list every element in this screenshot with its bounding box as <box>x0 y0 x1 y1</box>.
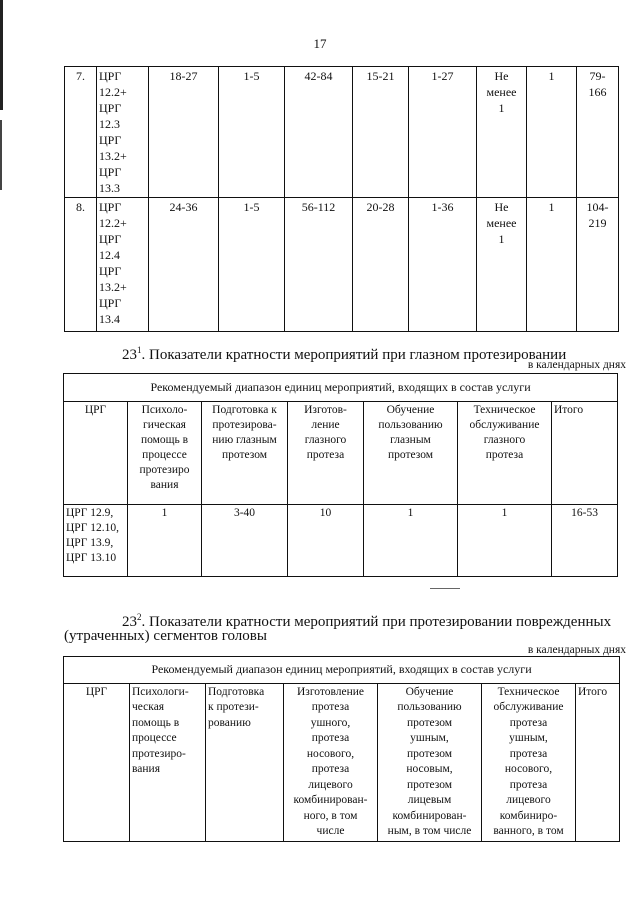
column-header: Обучение пользованию протезом ушным, протезом носовым, протезом лицевым комбинирован- ным, в том числе <box>378 683 482 841</box>
total-cell-line: 166 <box>588 85 607 99</box>
column-header: Психологи- ческая помощь в процессе протезиро- вания <box>130 683 206 841</box>
eye-prosthetics-table <box>63 373 618 577</box>
value-cell <box>477 67 527 198</box>
crg-cell-line: ЦРГ <box>99 200 122 214</box>
column-header: Обучение пользованию глазным протезом <box>364 402 458 505</box>
table-caption: Рекомендуемый диапазон единиц мероприятий, входящих в состав услуги <box>64 657 620 684</box>
crg-cell-line: ЦРГ <box>99 264 122 278</box>
crg-cell-line: 12.2+ <box>99 85 127 99</box>
continuation-table <box>64 66 619 332</box>
row-number-cell: 7. <box>65 67 97 198</box>
unit-label: в календарных днях <box>527 359 626 371</box>
value-cell-line: менее <box>486 85 517 99</box>
value-cell-line: Не <box>494 200 509 214</box>
unit-label: в календарных днях <box>527 644 626 656</box>
scan-line-artifact <box>430 588 460 589</box>
section-heading-line2: (утраченных) сегментов головы <box>64 628 267 644</box>
column-header: Психоло- гическая помощь в процессе протезиро вания <box>128 402 202 505</box>
value-cell: 1 <box>364 505 458 577</box>
value-cell: 3-40 <box>202 505 288 577</box>
column-header: Итого <box>552 402 618 505</box>
crg-cell-line: 13.4 <box>99 312 120 326</box>
page-number: 17 <box>313 36 327 51</box>
section-heading: $23^1$. Показатели кратности мероприятий при глазном протезировании <box>122 345 567 363</box>
value-cell <box>477 198 527 332</box>
table-caption: Рекомендуемый диапазон единиц мероприятий, входящих в состав услуги <box>64 374 618 402</box>
crg-cell-line: 12.3 <box>99 117 120 131</box>
value-cell: 1-5 <box>219 67 285 198</box>
total-cell <box>577 198 619 332</box>
crg-cell-line: 13.2+ <box>99 149 127 163</box>
crg-cell-line: ЦРГ <box>99 165 122 179</box>
table-row <box>65 67 619 198</box>
column-header: Подготовка к протези- рованию <box>206 683 284 841</box>
column-header: Техническое обслуживание протеза ушным, протеза носового, протеза лицевого комбиниро- ванного, в том <box>482 683 576 841</box>
crg-cell-line: 13.3 <box>99 181 120 195</box>
crg-cell-line: ЦРГ <box>99 232 122 246</box>
value-cell: 56-112 <box>285 198 353 332</box>
total-cell: 16-53 <box>552 505 618 577</box>
value-cell: 1-5 <box>219 198 285 332</box>
scan-margin-mark <box>0 0 3 110</box>
crg-cell-line: 13.2+ <box>99 280 127 294</box>
value-cell-line: 1 <box>498 101 505 115</box>
total-cell-line: 219 <box>588 216 607 230</box>
value-cell: 1 <box>527 67 577 198</box>
value-cell: 20-28 <box>353 198 409 332</box>
column-header: Итого <box>576 683 620 841</box>
value-cell: 18-27 <box>149 67 219 198</box>
value-cell: 42-84 <box>285 67 353 198</box>
crg-cell-line: ЦРГ <box>99 296 122 310</box>
value-cell: 1-27 <box>409 67 477 198</box>
crg-cell-line: ЦРГ <box>99 69 122 83</box>
value-cell: 1 <box>458 505 552 577</box>
column-header-crg: ЦРГ <box>64 683 130 841</box>
total-cell-line: 79- <box>589 69 606 83</box>
crg-cell: ЦРГ 12.9, ЦРГ 12.10, ЦРГ 13.9, ЦРГ 13.10 <box>64 505 128 577</box>
head-segments-prosthetics-table <box>63 656 620 842</box>
value-cell-line: менее <box>486 216 517 230</box>
column-header-crg: ЦРГ <box>64 402 128 505</box>
total-cell <box>577 67 619 198</box>
value-cell: 1-36 <box>409 198 477 332</box>
crg-cell <box>97 198 149 332</box>
value-cell-line: 1 <box>498 232 505 246</box>
section-heading: $23^2$. Показатели кратности мероприятий при протезировании поврежденных <box>122 612 612 630</box>
value-cell: 1 <box>128 505 202 577</box>
scan-margin-mark <box>0 120 2 190</box>
value-cell: 1 <box>527 198 577 332</box>
value-cell-line: Не <box>494 69 509 83</box>
crg-cell-line: 12.4 <box>99 248 120 262</box>
column-header: Изготовление протеза ушного, протеза носового, протеза лицевого комбинирован- ного, в том числе <box>284 683 378 841</box>
row-number-cell: 8. <box>65 198 97 332</box>
value-cell: 15-21 <box>353 67 409 198</box>
column-header: Техническое обслуживание глазного протеза <box>458 402 552 505</box>
value-cell: 24-36 <box>149 198 219 332</box>
total-cell-line: 104- <box>586 200 609 214</box>
crg-cell-line: ЦРГ <box>99 101 122 115</box>
value-cell: 10 <box>288 505 364 577</box>
crg-cell-line: 12.2+ <box>99 216 127 230</box>
crg-cell <box>97 67 149 198</box>
crg-cell-line: ЦРГ <box>99 133 122 147</box>
column-header: Подготовка к протезирова- нию глазным протезом <box>202 402 288 505</box>
column-header: Изготов- ление глазного протеза <box>288 402 364 505</box>
table-row <box>65 198 619 332</box>
